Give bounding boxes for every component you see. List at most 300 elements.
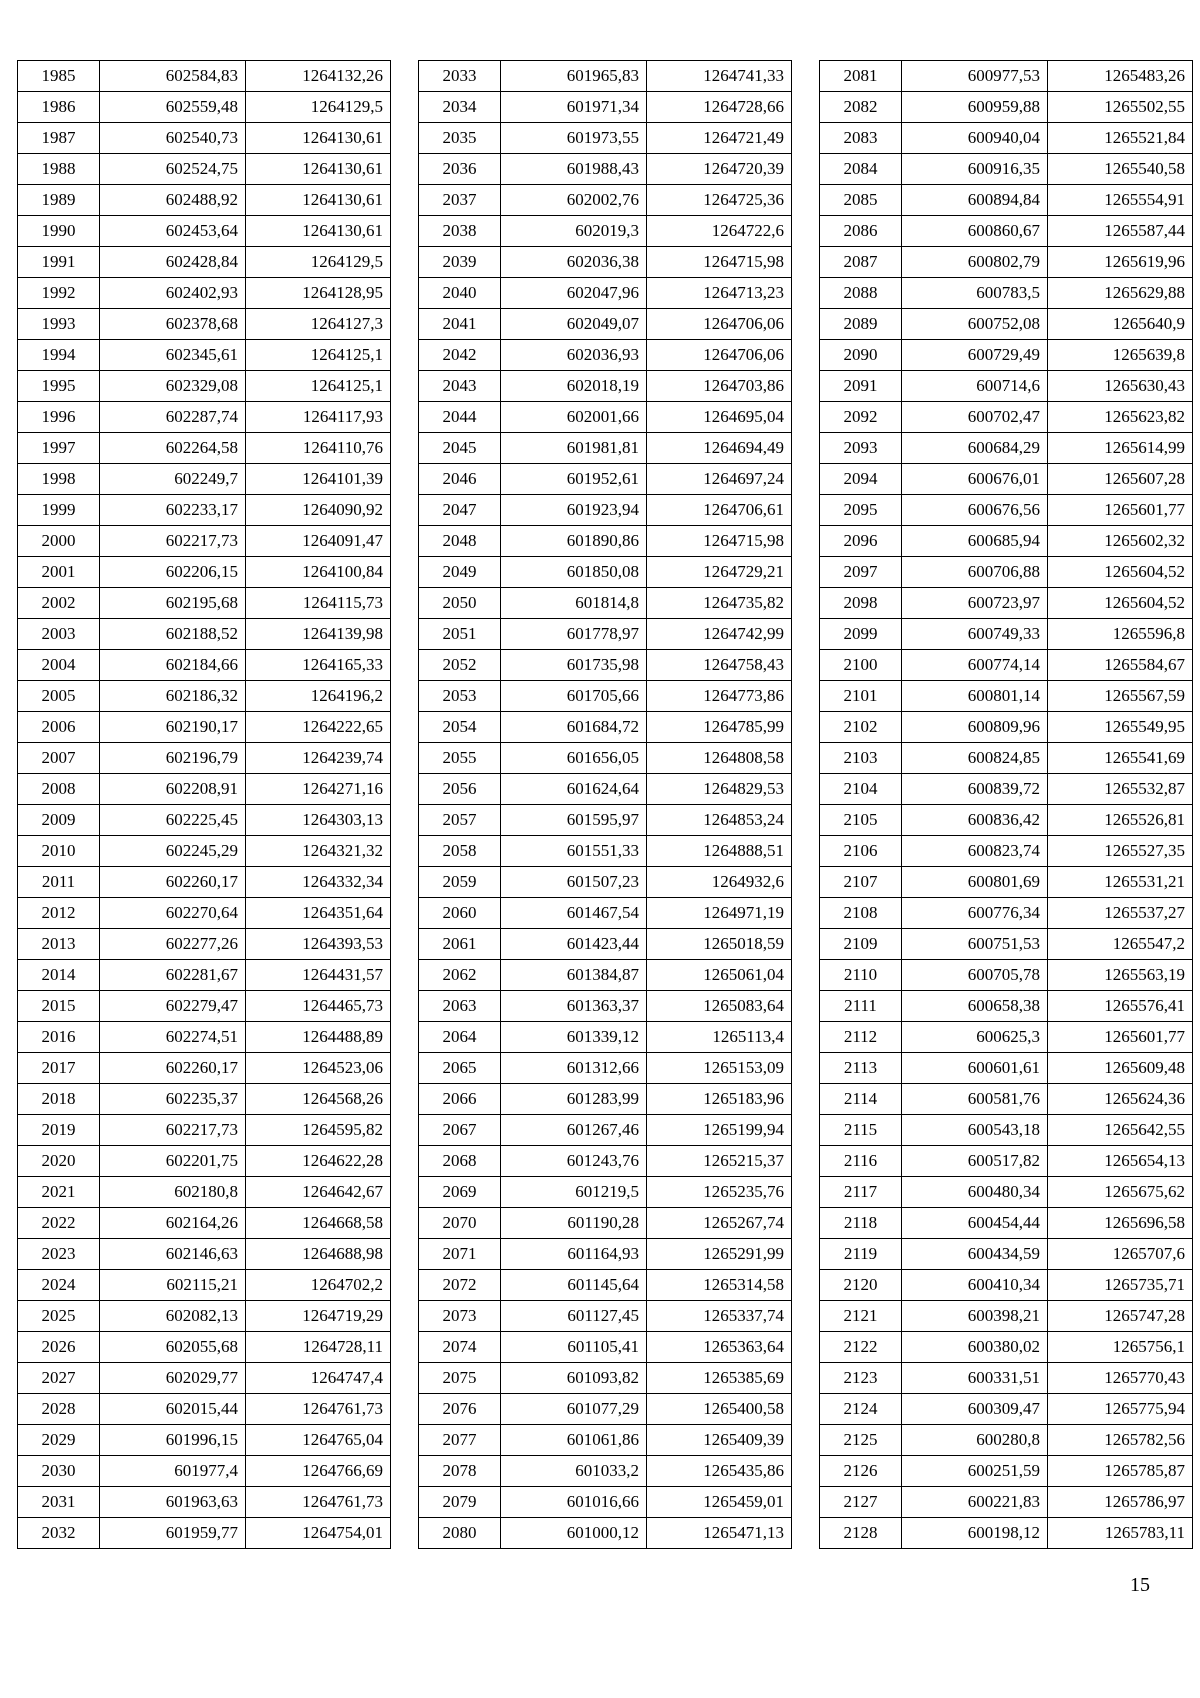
point-number-cell: 2074	[419, 1332, 501, 1363]
x-coordinate-cell: 602082,13	[100, 1301, 246, 1332]
y-coordinate-cell: 1264715,98	[647, 526, 792, 557]
table-row	[18, 743, 391, 774]
point-number-cell: 2064	[419, 1022, 501, 1053]
point-number-cell: 2110	[820, 960, 902, 991]
x-coordinate-cell: 600774,14	[902, 650, 1048, 681]
table-row	[18, 216, 391, 247]
y-coordinate-cell: 1265291,99	[647, 1239, 792, 1270]
table-row	[419, 867, 792, 898]
x-coordinate-cell: 602201,75	[100, 1146, 246, 1177]
table-row	[419, 1177, 792, 1208]
point-number-cell: 2080	[419, 1518, 501, 1549]
x-coordinate-cell: 600977,53	[902, 61, 1048, 92]
point-number-cell: 2121	[820, 1301, 902, 1332]
coordinate-table-middle	[418, 60, 792, 1549]
y-coordinate-cell: 1265547,2	[1048, 929, 1193, 960]
y-coordinate-cell: 1264971,19	[647, 898, 792, 929]
point-number-cell: 2045	[419, 433, 501, 464]
y-coordinate-cell: 1265607,28	[1048, 464, 1193, 495]
x-coordinate-cell: 600916,35	[902, 154, 1048, 185]
y-coordinate-cell: 1264523,06	[246, 1053, 391, 1084]
y-coordinate-cell: 1264465,73	[246, 991, 391, 1022]
y-coordinate-cell: 1265563,19	[1048, 960, 1193, 991]
x-coordinate-cell: 602584,83	[100, 61, 246, 92]
table-row	[419, 309, 792, 340]
point-number-cell: 2021	[18, 1177, 100, 1208]
table-row	[18, 1239, 391, 1270]
y-coordinate-cell: 1264595,82	[246, 1115, 391, 1146]
point-number-cell: 2038	[419, 216, 501, 247]
y-coordinate-cell: 1265532,87	[1048, 774, 1193, 805]
point-number-cell: 2099	[820, 619, 902, 650]
point-number-cell: 2106	[820, 836, 902, 867]
x-coordinate-cell: 600676,01	[902, 464, 1048, 495]
point-number-cell: 2036	[419, 154, 501, 185]
y-coordinate-cell: 1264761,73	[246, 1394, 391, 1425]
point-number-cell: 2090	[820, 340, 902, 371]
table-row	[820, 1518, 1193, 1549]
table-row	[820, 185, 1193, 216]
x-coordinate-cell: 601959,77	[100, 1518, 246, 1549]
point-number-cell: 2039	[419, 247, 501, 278]
y-coordinate-cell: 1264706,61	[647, 495, 792, 526]
y-coordinate-cell: 1265540,58	[1048, 154, 1193, 185]
y-coordinate-cell: 1264091,47	[246, 526, 391, 557]
table-row	[18, 1301, 391, 1332]
table-row	[18, 1363, 391, 1394]
x-coordinate-cell: 602260,17	[100, 1053, 246, 1084]
x-coordinate-cell: 602287,74	[100, 402, 246, 433]
point-number-cell: 2028	[18, 1394, 100, 1425]
point-number-cell: 1988	[18, 154, 100, 185]
table-row	[820, 619, 1193, 650]
point-number-cell: 1993	[18, 309, 100, 340]
point-number-cell: 2017	[18, 1053, 100, 1084]
x-coordinate-cell: 602524,75	[100, 154, 246, 185]
x-coordinate-cell: 600543,18	[902, 1115, 1048, 1146]
x-coordinate-cell: 602164,26	[100, 1208, 246, 1239]
point-number-cell: 2042	[419, 340, 501, 371]
point-number-cell: 2016	[18, 1022, 100, 1053]
x-coordinate-cell: 601684,72	[501, 712, 647, 743]
x-coordinate-cell: 600809,96	[902, 712, 1048, 743]
point-number-cell: 2102	[820, 712, 902, 743]
point-number-cell: 2087	[820, 247, 902, 278]
x-coordinate-cell: 600860,67	[902, 216, 1048, 247]
y-coordinate-cell: 1265639,8	[1048, 340, 1193, 371]
point-number-cell: 1992	[18, 278, 100, 309]
y-coordinate-cell: 1264706,06	[647, 340, 792, 371]
table-row	[419, 681, 792, 712]
x-coordinate-cell: 602488,92	[100, 185, 246, 216]
x-coordinate-cell: 602559,48	[100, 92, 246, 123]
x-coordinate-cell: 601977,4	[100, 1456, 246, 1487]
x-coordinate-cell: 602274,51	[100, 1022, 246, 1053]
table-row	[419, 185, 792, 216]
point-number-cell: 2003	[18, 619, 100, 650]
table-row	[18, 650, 391, 681]
x-coordinate-cell: 602453,64	[100, 216, 246, 247]
table-body	[18, 61, 391, 1549]
x-coordinate-cell: 600410,34	[902, 1270, 1048, 1301]
point-number-cell: 2019	[18, 1115, 100, 1146]
x-coordinate-cell: 600940,04	[902, 123, 1048, 154]
x-coordinate-cell: 602019,3	[501, 216, 647, 247]
point-number-cell: 2055	[419, 743, 501, 774]
table-row	[820, 464, 1193, 495]
y-coordinate-cell: 1264393,53	[246, 929, 391, 960]
point-number-cell: 2062	[419, 960, 501, 991]
y-coordinate-cell: 1264688,98	[246, 1239, 391, 1270]
y-coordinate-cell: 1265537,27	[1048, 898, 1193, 929]
y-coordinate-cell: 1264125,1	[246, 340, 391, 371]
x-coordinate-cell: 601981,81	[501, 433, 647, 464]
point-number-cell: 1996	[18, 402, 100, 433]
table-row	[18, 402, 391, 433]
y-coordinate-cell: 1264101,39	[246, 464, 391, 495]
table-row	[18, 960, 391, 991]
point-number-cell: 2103	[820, 743, 902, 774]
point-number-cell: 2125	[820, 1425, 902, 1456]
table-row	[18, 1022, 391, 1053]
table-row	[18, 433, 391, 464]
y-coordinate-cell: 1264728,11	[246, 1332, 391, 1363]
y-coordinate-cell: 1264129,5	[246, 247, 391, 278]
x-coordinate-cell: 602235,37	[100, 1084, 246, 1115]
y-coordinate-cell: 1265502,55	[1048, 92, 1193, 123]
x-coordinate-cell: 600714,6	[902, 371, 1048, 402]
x-coordinate-cell: 600839,72	[902, 774, 1048, 805]
x-coordinate-cell: 601988,43	[501, 154, 647, 185]
y-coordinate-cell: 1265314,58	[647, 1270, 792, 1301]
point-number-cell: 2104	[820, 774, 902, 805]
table-row	[18, 464, 391, 495]
table-row	[18, 247, 391, 278]
table-row	[820, 278, 1193, 309]
table-row	[18, 991, 391, 1022]
y-coordinate-cell: 1265083,64	[647, 991, 792, 1022]
x-coordinate-cell: 600434,59	[902, 1239, 1048, 1270]
x-coordinate-cell: 601283,99	[501, 1084, 647, 1115]
y-coordinate-cell: 1264115,73	[246, 588, 391, 619]
y-coordinate-cell: 1264706,06	[647, 309, 792, 340]
table-row	[820, 588, 1193, 619]
x-coordinate-cell: 602270,64	[100, 898, 246, 929]
y-coordinate-cell: 1264668,58	[246, 1208, 391, 1239]
x-coordinate-cell: 601093,82	[501, 1363, 647, 1394]
y-coordinate-cell: 1264132,26	[246, 61, 391, 92]
table-row	[18, 340, 391, 371]
table-row	[419, 371, 792, 402]
y-coordinate-cell: 1264130,61	[246, 154, 391, 185]
x-coordinate-cell: 601000,12	[501, 1518, 647, 1549]
table-row	[820, 92, 1193, 123]
point-number-cell: 2022	[18, 1208, 100, 1239]
y-coordinate-cell: 1265629,88	[1048, 278, 1193, 309]
x-coordinate-cell: 600309,47	[902, 1394, 1048, 1425]
y-coordinate-cell: 1265576,41	[1048, 991, 1193, 1022]
x-coordinate-cell: 601814,8	[501, 588, 647, 619]
y-coordinate-cell: 1264431,57	[246, 960, 391, 991]
y-coordinate-cell: 1264165,33	[246, 650, 391, 681]
x-coordinate-cell: 600517,82	[902, 1146, 1048, 1177]
table-row	[820, 557, 1193, 588]
x-coordinate-cell: 600625,3	[902, 1022, 1048, 1053]
point-number-cell: 2072	[419, 1270, 501, 1301]
y-coordinate-cell: 1264321,32	[246, 836, 391, 867]
y-coordinate-cell: 1265235,76	[647, 1177, 792, 1208]
point-number-cell: 2119	[820, 1239, 902, 1270]
table-row	[18, 1208, 391, 1239]
x-coordinate-cell: 602115,21	[100, 1270, 246, 1301]
x-coordinate-cell: 601061,86	[501, 1425, 647, 1456]
point-number-cell: 2023	[18, 1239, 100, 1270]
x-coordinate-cell: 602329,08	[100, 371, 246, 402]
x-coordinate-cell: 600280,8	[902, 1425, 1048, 1456]
point-number-cell: 2058	[419, 836, 501, 867]
point-number-cell: 2004	[18, 650, 100, 681]
table-row	[820, 1239, 1193, 1270]
y-coordinate-cell: 1265630,43	[1048, 371, 1193, 402]
point-number-cell: 2076	[419, 1394, 501, 1425]
y-coordinate-cell: 1265435,86	[647, 1456, 792, 1487]
table-row	[18, 805, 391, 836]
table-row	[419, 1115, 792, 1146]
table-row	[820, 433, 1193, 464]
table-row	[419, 1394, 792, 1425]
x-coordinate-cell: 601890,86	[501, 526, 647, 557]
table-row	[419, 898, 792, 929]
point-number-cell: 2059	[419, 867, 501, 898]
point-number-cell: 1987	[18, 123, 100, 154]
y-coordinate-cell: 1265541,69	[1048, 743, 1193, 774]
x-coordinate-cell: 601778,97	[501, 619, 647, 650]
y-coordinate-cell: 1264742,99	[647, 619, 792, 650]
point-number-cell: 2091	[820, 371, 902, 402]
table-row	[820, 371, 1193, 402]
y-coordinate-cell: 1265786,97	[1048, 1487, 1193, 1518]
y-coordinate-cell: 1265770,43	[1048, 1363, 1193, 1394]
point-number-cell: 2108	[820, 898, 902, 929]
x-coordinate-cell: 602245,29	[100, 836, 246, 867]
point-number-cell: 2031	[18, 1487, 100, 1518]
x-coordinate-cell: 601624,64	[501, 774, 647, 805]
x-coordinate-cell: 602180,8	[100, 1177, 246, 1208]
table-row	[820, 1022, 1193, 1053]
point-number-cell: 2048	[419, 526, 501, 557]
x-coordinate-cell: 602190,17	[100, 712, 246, 743]
table-row	[419, 1146, 792, 1177]
y-coordinate-cell: 1265400,58	[647, 1394, 792, 1425]
x-coordinate-cell: 600331,51	[902, 1363, 1048, 1394]
table-row	[820, 61, 1193, 92]
point-number-cell: 2002	[18, 588, 100, 619]
y-coordinate-cell: 1264720,39	[647, 154, 792, 185]
point-number-cell: 2009	[18, 805, 100, 836]
table-row	[18, 1518, 391, 1549]
point-number-cell: 2034	[419, 92, 501, 123]
x-coordinate-cell: 602184,66	[100, 650, 246, 681]
table-row	[18, 154, 391, 185]
point-number-cell: 2041	[419, 309, 501, 340]
point-number-cell: 2006	[18, 712, 100, 743]
point-number-cell: 2063	[419, 991, 501, 1022]
x-coordinate-cell: 601384,87	[501, 960, 647, 991]
x-coordinate-cell: 602029,77	[100, 1363, 246, 1394]
x-coordinate-cell: 602402,93	[100, 278, 246, 309]
table-row	[419, 712, 792, 743]
table-row	[18, 1332, 391, 1363]
table-row	[419, 526, 792, 557]
table-row	[419, 495, 792, 526]
table-row	[18, 371, 391, 402]
point-number-cell: 2029	[18, 1425, 100, 1456]
y-coordinate-cell: 1264719,29	[246, 1301, 391, 1332]
y-coordinate-cell: 1265609,48	[1048, 1053, 1193, 1084]
x-coordinate-cell: 600676,56	[902, 495, 1048, 526]
table-row	[419, 1239, 792, 1270]
table-row	[419, 278, 792, 309]
y-coordinate-cell: 1264702,2	[246, 1270, 391, 1301]
table-row	[18, 1456, 391, 1487]
point-number-cell: 2107	[820, 867, 902, 898]
y-coordinate-cell: 1265554,91	[1048, 185, 1193, 216]
point-number-cell: 2126	[820, 1456, 902, 1487]
table-row	[820, 1115, 1193, 1146]
table-row	[820, 123, 1193, 154]
point-number-cell: 2043	[419, 371, 501, 402]
table-row	[419, 929, 792, 960]
x-coordinate-cell: 602279,47	[100, 991, 246, 1022]
y-coordinate-cell: 1264110,76	[246, 433, 391, 464]
table-row	[820, 1270, 1193, 1301]
y-coordinate-cell: 1265619,96	[1048, 247, 1193, 278]
table-row	[419, 588, 792, 619]
y-coordinate-cell: 1264090,92	[246, 495, 391, 526]
point-number-cell: 2067	[419, 1115, 501, 1146]
y-coordinate-cell: 1264888,51	[647, 836, 792, 867]
y-coordinate-cell: 1265549,95	[1048, 712, 1193, 743]
x-coordinate-cell: 600959,88	[902, 92, 1048, 123]
point-number-cell: 2008	[18, 774, 100, 805]
table-row	[419, 154, 792, 185]
x-coordinate-cell: 600380,02	[902, 1332, 1048, 1363]
y-coordinate-cell: 1265623,82	[1048, 402, 1193, 433]
table-row	[419, 123, 792, 154]
y-coordinate-cell: 1264715,98	[647, 247, 792, 278]
point-number-cell: 2010	[18, 836, 100, 867]
table-row	[820, 960, 1193, 991]
point-number-cell: 2118	[820, 1208, 902, 1239]
point-number-cell: 2053	[419, 681, 501, 712]
point-number-cell: 2011	[18, 867, 100, 898]
y-coordinate-cell: 1264271,16	[246, 774, 391, 805]
table-row	[419, 650, 792, 681]
table-row	[18, 526, 391, 557]
y-coordinate-cell: 1264728,66	[647, 92, 792, 123]
coordinate-table-left	[17, 60, 391, 1549]
table-row	[820, 774, 1193, 805]
point-number-cell: 2047	[419, 495, 501, 526]
table-row	[419, 1425, 792, 1456]
point-number-cell: 2068	[419, 1146, 501, 1177]
table-row	[820, 1332, 1193, 1363]
y-coordinate-cell: 1265199,94	[647, 1115, 792, 1146]
x-coordinate-cell: 600706,88	[902, 557, 1048, 588]
x-coordinate-cell: 600723,97	[902, 588, 1048, 619]
x-coordinate-cell: 602217,73	[100, 1115, 246, 1146]
x-coordinate-cell: 600685,94	[902, 526, 1048, 557]
point-number-cell: 2018	[18, 1084, 100, 1115]
table-row	[820, 340, 1193, 371]
y-coordinate-cell: 1265747,28	[1048, 1301, 1193, 1332]
x-coordinate-cell: 602277,26	[100, 929, 246, 960]
table-row	[820, 743, 1193, 774]
y-coordinate-cell: 1265584,67	[1048, 650, 1193, 681]
y-coordinate-cell: 1264642,67	[246, 1177, 391, 1208]
table-row	[820, 1177, 1193, 1208]
x-coordinate-cell: 601467,54	[501, 898, 647, 929]
y-coordinate-cell: 1264853,24	[647, 805, 792, 836]
y-coordinate-cell: 1264758,43	[647, 650, 792, 681]
table-row	[820, 309, 1193, 340]
y-coordinate-cell: 1264729,21	[647, 557, 792, 588]
x-coordinate-cell: 600752,08	[902, 309, 1048, 340]
x-coordinate-cell: 601219,5	[501, 1177, 647, 1208]
y-coordinate-cell: 1264128,95	[246, 278, 391, 309]
point-number-cell: 2070	[419, 1208, 501, 1239]
x-coordinate-cell: 600684,29	[902, 433, 1048, 464]
point-number-cell: 2116	[820, 1146, 902, 1177]
table-row	[820, 712, 1193, 743]
table-row	[419, 1053, 792, 1084]
y-coordinate-cell: 1265735,71	[1048, 1270, 1193, 1301]
x-coordinate-cell: 602208,91	[100, 774, 246, 805]
x-coordinate-cell: 602186,32	[100, 681, 246, 712]
point-number-cell: 2113	[820, 1053, 902, 1084]
point-number-cell: 2120	[820, 1270, 902, 1301]
x-coordinate-cell: 601339,12	[501, 1022, 647, 1053]
y-coordinate-cell: 1264703,86	[647, 371, 792, 402]
point-number-cell: 2054	[419, 712, 501, 743]
table-row	[18, 712, 391, 743]
x-coordinate-cell: 602378,68	[100, 309, 246, 340]
y-coordinate-cell: 1265061,04	[647, 960, 792, 991]
point-number-cell: 2040	[419, 278, 501, 309]
x-coordinate-cell: 600702,47	[902, 402, 1048, 433]
point-number-cell: 2030	[18, 1456, 100, 1487]
x-coordinate-cell: 600836,42	[902, 805, 1048, 836]
table-row	[18, 557, 391, 588]
table-row	[18, 867, 391, 898]
y-coordinate-cell: 1265567,59	[1048, 681, 1193, 712]
table-row	[18, 61, 391, 92]
x-coordinate-cell: 602225,45	[100, 805, 246, 836]
y-coordinate-cell: 1265483,26	[1048, 61, 1193, 92]
y-coordinate-cell: 1264130,61	[246, 185, 391, 216]
table-row	[820, 1456, 1193, 1487]
table-row	[419, 1301, 792, 1332]
table-row	[419, 1332, 792, 1363]
y-coordinate-cell: 1264125,1	[246, 371, 391, 402]
y-coordinate-cell: 1264130,61	[246, 123, 391, 154]
point-number-cell: 1991	[18, 247, 100, 278]
x-coordinate-cell: 602233,17	[100, 495, 246, 526]
y-coordinate-cell: 1265783,11	[1048, 1518, 1193, 1549]
y-coordinate-cell: 1264222,65	[246, 712, 391, 743]
x-coordinate-cell: 601190,28	[501, 1208, 647, 1239]
point-number-cell: 2086	[820, 216, 902, 247]
